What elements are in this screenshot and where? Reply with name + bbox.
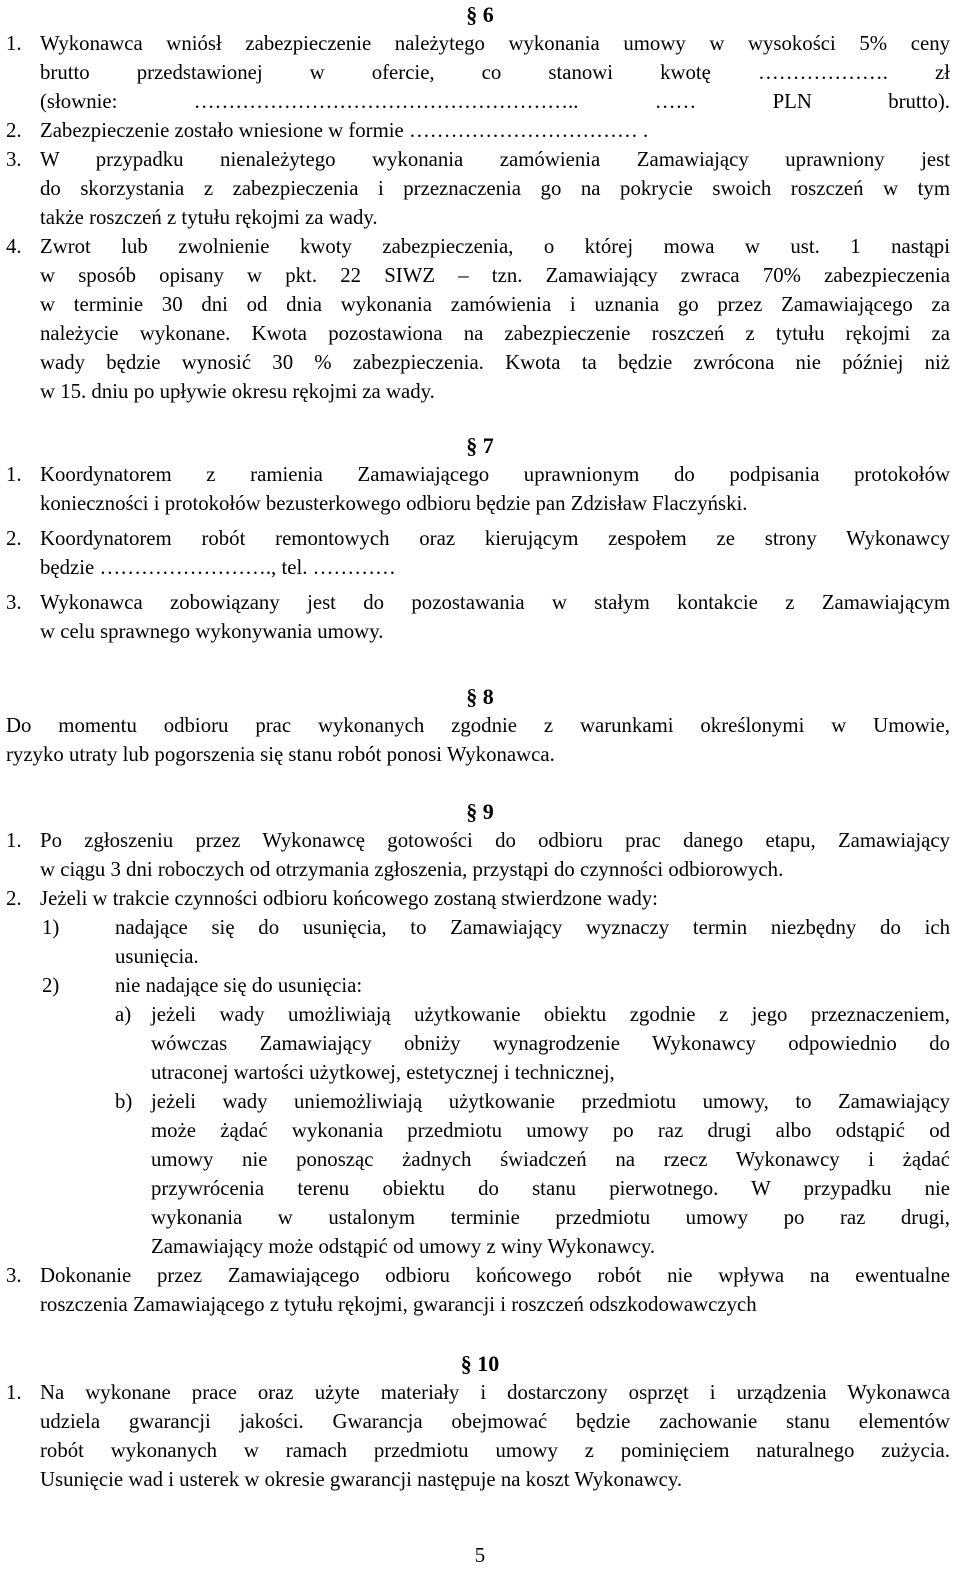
- section-heading: § 8: [466, 684, 494, 709]
- text-line: wykonania w ustalonym terminie przedmiotu umowy po raz drugi,: [151, 1206, 950, 1229]
- text-line: należycie wykonane. Kwota pozostawiona na zabezpieczenie roszczeń z tytułu rękojmi za: [40, 322, 950, 345]
- item-number: 1.: [6, 463, 22, 486]
- section-8: [0, 682, 960, 769]
- list-item: [0, 232, 950, 406]
- text-line: roszczenia Zamawiającego z tytułu rękojmi, gwarancji i roszczeń odszkodowawczych: [40, 1293, 757, 1316]
- text-line: może żądać wykonania przedmiotu umowy po raz drugi albo odstąpić od: [151, 1119, 950, 1142]
- section-heading: § 9: [466, 799, 494, 824]
- item-number: 1.: [6, 829, 22, 852]
- text-line: nie nadające się do usunięcia:: [115, 974, 363, 997]
- text-line: brutto przedstawionej w ofercie, co stanowi kwotę ………………. zł: [40, 61, 950, 84]
- text-line: ryzyko utraty lub pogorszenia się stanu robót ponosi Wykonawca.: [6, 743, 555, 766]
- text-line: także roszczeń z tytułu rękojmi za wady.: [40, 206, 378, 229]
- list-item: [0, 29, 950, 116]
- text-line: do skorzystania z zabezpieczenia i przeznaczenia go na pokrycie swoich roszczeń w tym: [40, 177, 950, 200]
- item-number: 3.: [6, 591, 22, 614]
- page-number: 5: [474, 1544, 486, 1567]
- item-number: a): [115, 1003, 132, 1026]
- text-line: konieczności i protokołów bezusterkowego odbioru będzie pan Zdzisław Flaczyński.: [40, 492, 748, 515]
- text-line: w celu sprawnego wykonywania umowy.: [40, 620, 384, 643]
- text-line: udziela gwarancji jakości. Gwarancja obejmować będzie zachowanie stanu elementów: [40, 1410, 950, 1433]
- text-line: Dokonanie przez Zamawiającego odbioru końcowego robót nie wpływa na ewentualne: [40, 1264, 950, 1287]
- item-number: 3.: [6, 148, 22, 171]
- text-line: Na wykonane prace oraz użyte materiały i dostarczony osprzęt i urządzenia Wykonawca: [40, 1381, 950, 1404]
- text-line: Do momentu odbioru prac wykonanych zgodnie z warunkami określonymi w Umowie,: [6, 714, 950, 737]
- item-number: 3.: [6, 1264, 22, 1287]
- text-line: będzie ……………………., tel. …………: [40, 556, 396, 579]
- list-item: [0, 524, 950, 582]
- text-line: robót wykonanych w ramach przedmiotu umowy z pominięciem naturalnego zużycia.: [40, 1439, 950, 1462]
- text-line: wówczas Zamawiający obniży wynagrodzenie Wykonawcy odpowiednio do: [151, 1032, 950, 1055]
- text-line: Zwrot lub zwolnienie kwoty zabezpieczenia, o której mowa w ust. 1 nastąpi: [40, 235, 950, 258]
- item-number: 4.: [6, 235, 22, 258]
- section-heading: § 6: [466, 2, 494, 27]
- section-heading: § 7: [466, 433, 494, 458]
- letter-item: [0, 1000, 950, 1087]
- item-number: 2.: [6, 119, 22, 142]
- section-7: [0, 431, 960, 646]
- item-number: 1): [42, 916, 60, 939]
- text-line: jeżeli wady umożliwiają użytkowanie obiektu zgodnie z jego przeznaczeniem,: [151, 1003, 950, 1026]
- item-number: 2): [42, 974, 60, 997]
- list-item: [0, 460, 950, 518]
- text-line: umowy nie ponosząc żadnych świadczeń na rzecz Wykonawcy i żądać: [151, 1148, 950, 1171]
- list-item: [0, 145, 950, 232]
- text-line: Koordynatorem robót remontowych oraz kierującym zespołem ze strony Wykonawcy: [40, 527, 950, 550]
- text-line: przywrócenia terenu obiektu do stanu pierwotnego. W przypadku nie: [151, 1177, 950, 1200]
- text-line: Po zgłoszeniu przez Wykonawcę gotowości do odbioru prac danego etapu, Zamawiający: [40, 829, 950, 852]
- text-line: nadające się do usunięcia, to Zamawiający wyznaczy termin niezbędny do ich: [115, 916, 950, 939]
- letter-item: [0, 1087, 950, 1261]
- list-item: [0, 588, 950, 646]
- item-number: 1.: [6, 32, 22, 55]
- item-number: 2.: [6, 887, 22, 910]
- text-line: W przypadku nienależytego wykonania zamówienia Zamawiający uprawniony jest: [40, 148, 950, 171]
- sub-item: [0, 971, 950, 1000]
- item-number: 2.: [6, 527, 22, 550]
- text-line: wady będzie wynosić 30 % zabezpieczenia. Kwota ta będzie zwrócona nie później niż: [40, 351, 950, 374]
- text-line: Zamawiający może odstąpić od umowy z winy Wykonawcy.: [151, 1235, 656, 1258]
- list-item: [0, 826, 950, 884]
- sub-item: [0, 913, 950, 971]
- text-line: Usunięcie wad i usterek w okresie gwarancji następuje na koszt Wykonawcy.: [40, 1468, 683, 1491]
- text-line: Jeżeli w trakcie czynności odbioru końcowego zostaną stwierdzone wady:: [40, 887, 658, 910]
- section-10: [0, 1349, 960, 1494]
- text-line: Wykonawca zobowiązany jest do pozostawania w stałym kontakcie z Zamawiającym: [40, 591, 950, 614]
- text-line: Zabezpieczenie zostało wniesione w formie …………………………… .: [40, 119, 649, 142]
- text-line: w terminie 30 dni od dnia wykonania zamówienia i uznania go przez Zamawiającego za: [40, 293, 950, 316]
- section-heading: § 10: [460, 1351, 500, 1376]
- paragraph: [0, 711, 950, 769]
- text-line: Koordynatorem z ramienia Zamawiającego uprawnionym do podpisania protokołów: [40, 463, 950, 486]
- text-line: (słownie: ……………………………………………….. …… PLN brutto).: [40, 90, 950, 113]
- text-line: w sposób opisany w pkt. 22 SIWZ – tzn. Zamawiający zwraca 70% zabezpieczenia: [40, 264, 950, 287]
- section-6: [0, 0, 960, 406]
- text-line: Wykonawca wniósł zabezpieczenie należytego wykonania umowy w wysokości 5% ceny: [40, 32, 950, 55]
- text-line: w 15. dniu po upływie okresu rękojmi za wady.: [40, 380, 435, 403]
- text-line: utraconej wartości użytkowej, estetycznej i technicznej,: [151, 1061, 615, 1084]
- text-line: jeżeli wady uniemożliwiają użytkowanie przedmiotu umowy, to Zamawiający: [151, 1090, 950, 1113]
- item-number: b): [115, 1090, 133, 1113]
- list-item: [0, 116, 950, 145]
- text-line: w ciągu 3 dni roboczych od otrzymania zgłoszenia, przystąpi do czynności odbiorowych.: [40, 858, 784, 881]
- text-line: usunięcia.: [115, 945, 199, 968]
- list-item: [0, 1261, 950, 1319]
- list-item: [0, 884, 950, 913]
- list-item: [0, 1378, 950, 1494]
- item-number: 1.: [6, 1381, 22, 1404]
- section-9: [0, 797, 960, 1319]
